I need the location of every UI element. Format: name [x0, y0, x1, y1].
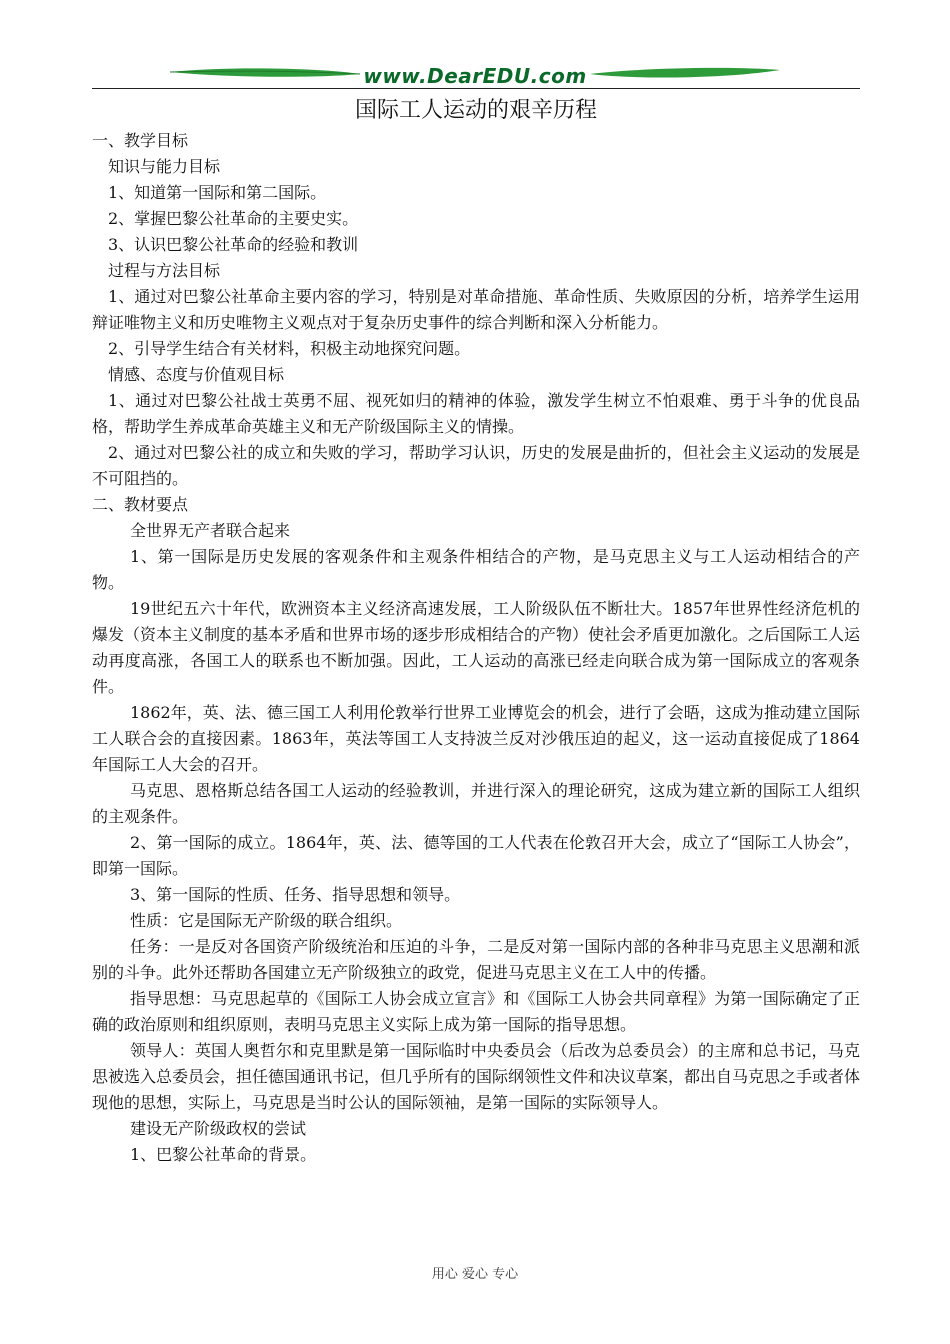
- document-title: 国际工人运动的艰辛历程: [354, 98, 597, 123]
- paragraph: 二、教材要点: [92, 495, 189, 514]
- logo-text: www.DearEDU.com: [363, 64, 587, 88]
- paragraph: 3、第一国际的性质、任务、指导思想和领导。: [130, 885, 461, 904]
- paragraph: 1、知道第一国际和第二国际。: [108, 183, 327, 202]
- paragraph: 2、第一国际的成立。1864年，英、法、德等国的工人代表在伦敦召开大会，成立了“国际工人协会”，即第一国际。: [92, 833, 860, 878]
- paragraph: 1862年，英、法、德三国工人利用伦敦举行世界工业博览会的机会，进行了会晤，这成为推动建立国际工人联合会的直接因素。1863年，英法等国工人支持波兰反对沙俄压迫的起义，这一运动直接促成了1864年国际工人大会的召开。: [92, 703, 860, 774]
- paragraph: 马克思、恩格斯总结各国工人运动的经验教训，并进行深入的理论研究，这成为建立新的国际工人组织的主观条件。: [92, 781, 860, 826]
- paragraph: 任务：一是反对各国资产阶级统治和压迫的斗争，二是反对第一国际内部的各种非马克思主义思潮和派别的斗争。此外还帮助各国建立无产阶级独立的政党，促进马克思主义在工人中的传播。: [92, 937, 860, 982]
- paragraph: 知识与能力目标: [108, 157, 221, 176]
- paragraph: 领导人：英国人奥哲尔和克里默是第一国际临时中央委员会（后改为总委员会）的主席和总书记，马克思被选入总委员会，担任德国通讯书记，但几乎所有的国际纲领性文件和决议草案，都出自马克思之手或者体现他的思想，实际上，马克思是当时公认的国际领袖，是第一国际的实际领导人。: [92, 1041, 861, 1112]
- page-footer: 用心 爱心 专心: [431, 1267, 519, 1282]
- document-body: [92, 128, 860, 1168]
- paragraph: 建设无产阶级政权的尝试: [130, 1119, 307, 1138]
- header-rule: [92, 88, 860, 89]
- paragraph: 指导思想：马克思起草的《国际工人协会成立宣言》和《国际工人协会共同章程》为第一国际确定了正确的政治原则和组织原则，表明马克思主义实际上成为第一国际的指导思想。: [92, 989, 860, 1034]
- paragraph: 1、巴黎公社革命的背景。: [130, 1145, 317, 1164]
- paragraph: 过程与方法目标: [108, 261, 221, 280]
- paragraph: 2、通过对巴黎公社的成立和失败的学习，帮助学习认识，历史的发展是曲折的，但社会主义运动的发展是不可阻挡的。: [92, 443, 860, 488]
- paragraph: 2、掌握巴黎公社革命的主要史实。: [108, 209, 359, 228]
- paragraph: 全世界无产者联合起来: [130, 521, 291, 540]
- paragraph: 2、引导学生结合有关材料，积极主动地探究问题。: [108, 339, 471, 358]
- paragraph: 性质：它是国际无产阶级的联合组织。: [130, 911, 403, 930]
- paragraph: 19世纪五六十年代，欧洲资本主义经济高速发展，工人阶级队伍不断壮大。1857年世界性经济危机的爆发（资本主义制度的基本矛盾和世界市场的逐步形成相结合的产物）使社会矛盾更加激化。之后国际工人运动再度高涨，各国工人的联系也不断加强。因此，工人运动的高涨已经走向联合成为第一国际成立的客观条件。: [92, 599, 861, 696]
- paragraph: 一、教学目标: [92, 131, 189, 150]
- paragraph: 3、认识巴黎公社革命的经验和教训: [108, 235, 359, 254]
- paragraph: 1、通过对巴黎公社战士英勇不屈、视死如归的精神的体验，激发学生树立不怕艰难、勇于斗争的优良品格，帮助学生养成革命英雄主义和无产阶级国际主义的情操。: [92, 391, 860, 436]
- paragraph: 1、第一国际是历史发展的客观条件和主观条件相结合的产物，是马克思主义与工人运动相结合的产物。: [92, 547, 860, 592]
- paragraph: 1、通过对巴黎公社革命主要内容的学习，特别是对革命措施、革命性质、失败原因的分析，培养学生运用辩证唯物主义和历史唯物主义观点对于复杂历史事件的综合判断和深入分析能力。: [92, 287, 860, 332]
- paragraph: 情感、态度与价值观目标: [108, 365, 285, 384]
- header-logo: [170, 62, 780, 90]
